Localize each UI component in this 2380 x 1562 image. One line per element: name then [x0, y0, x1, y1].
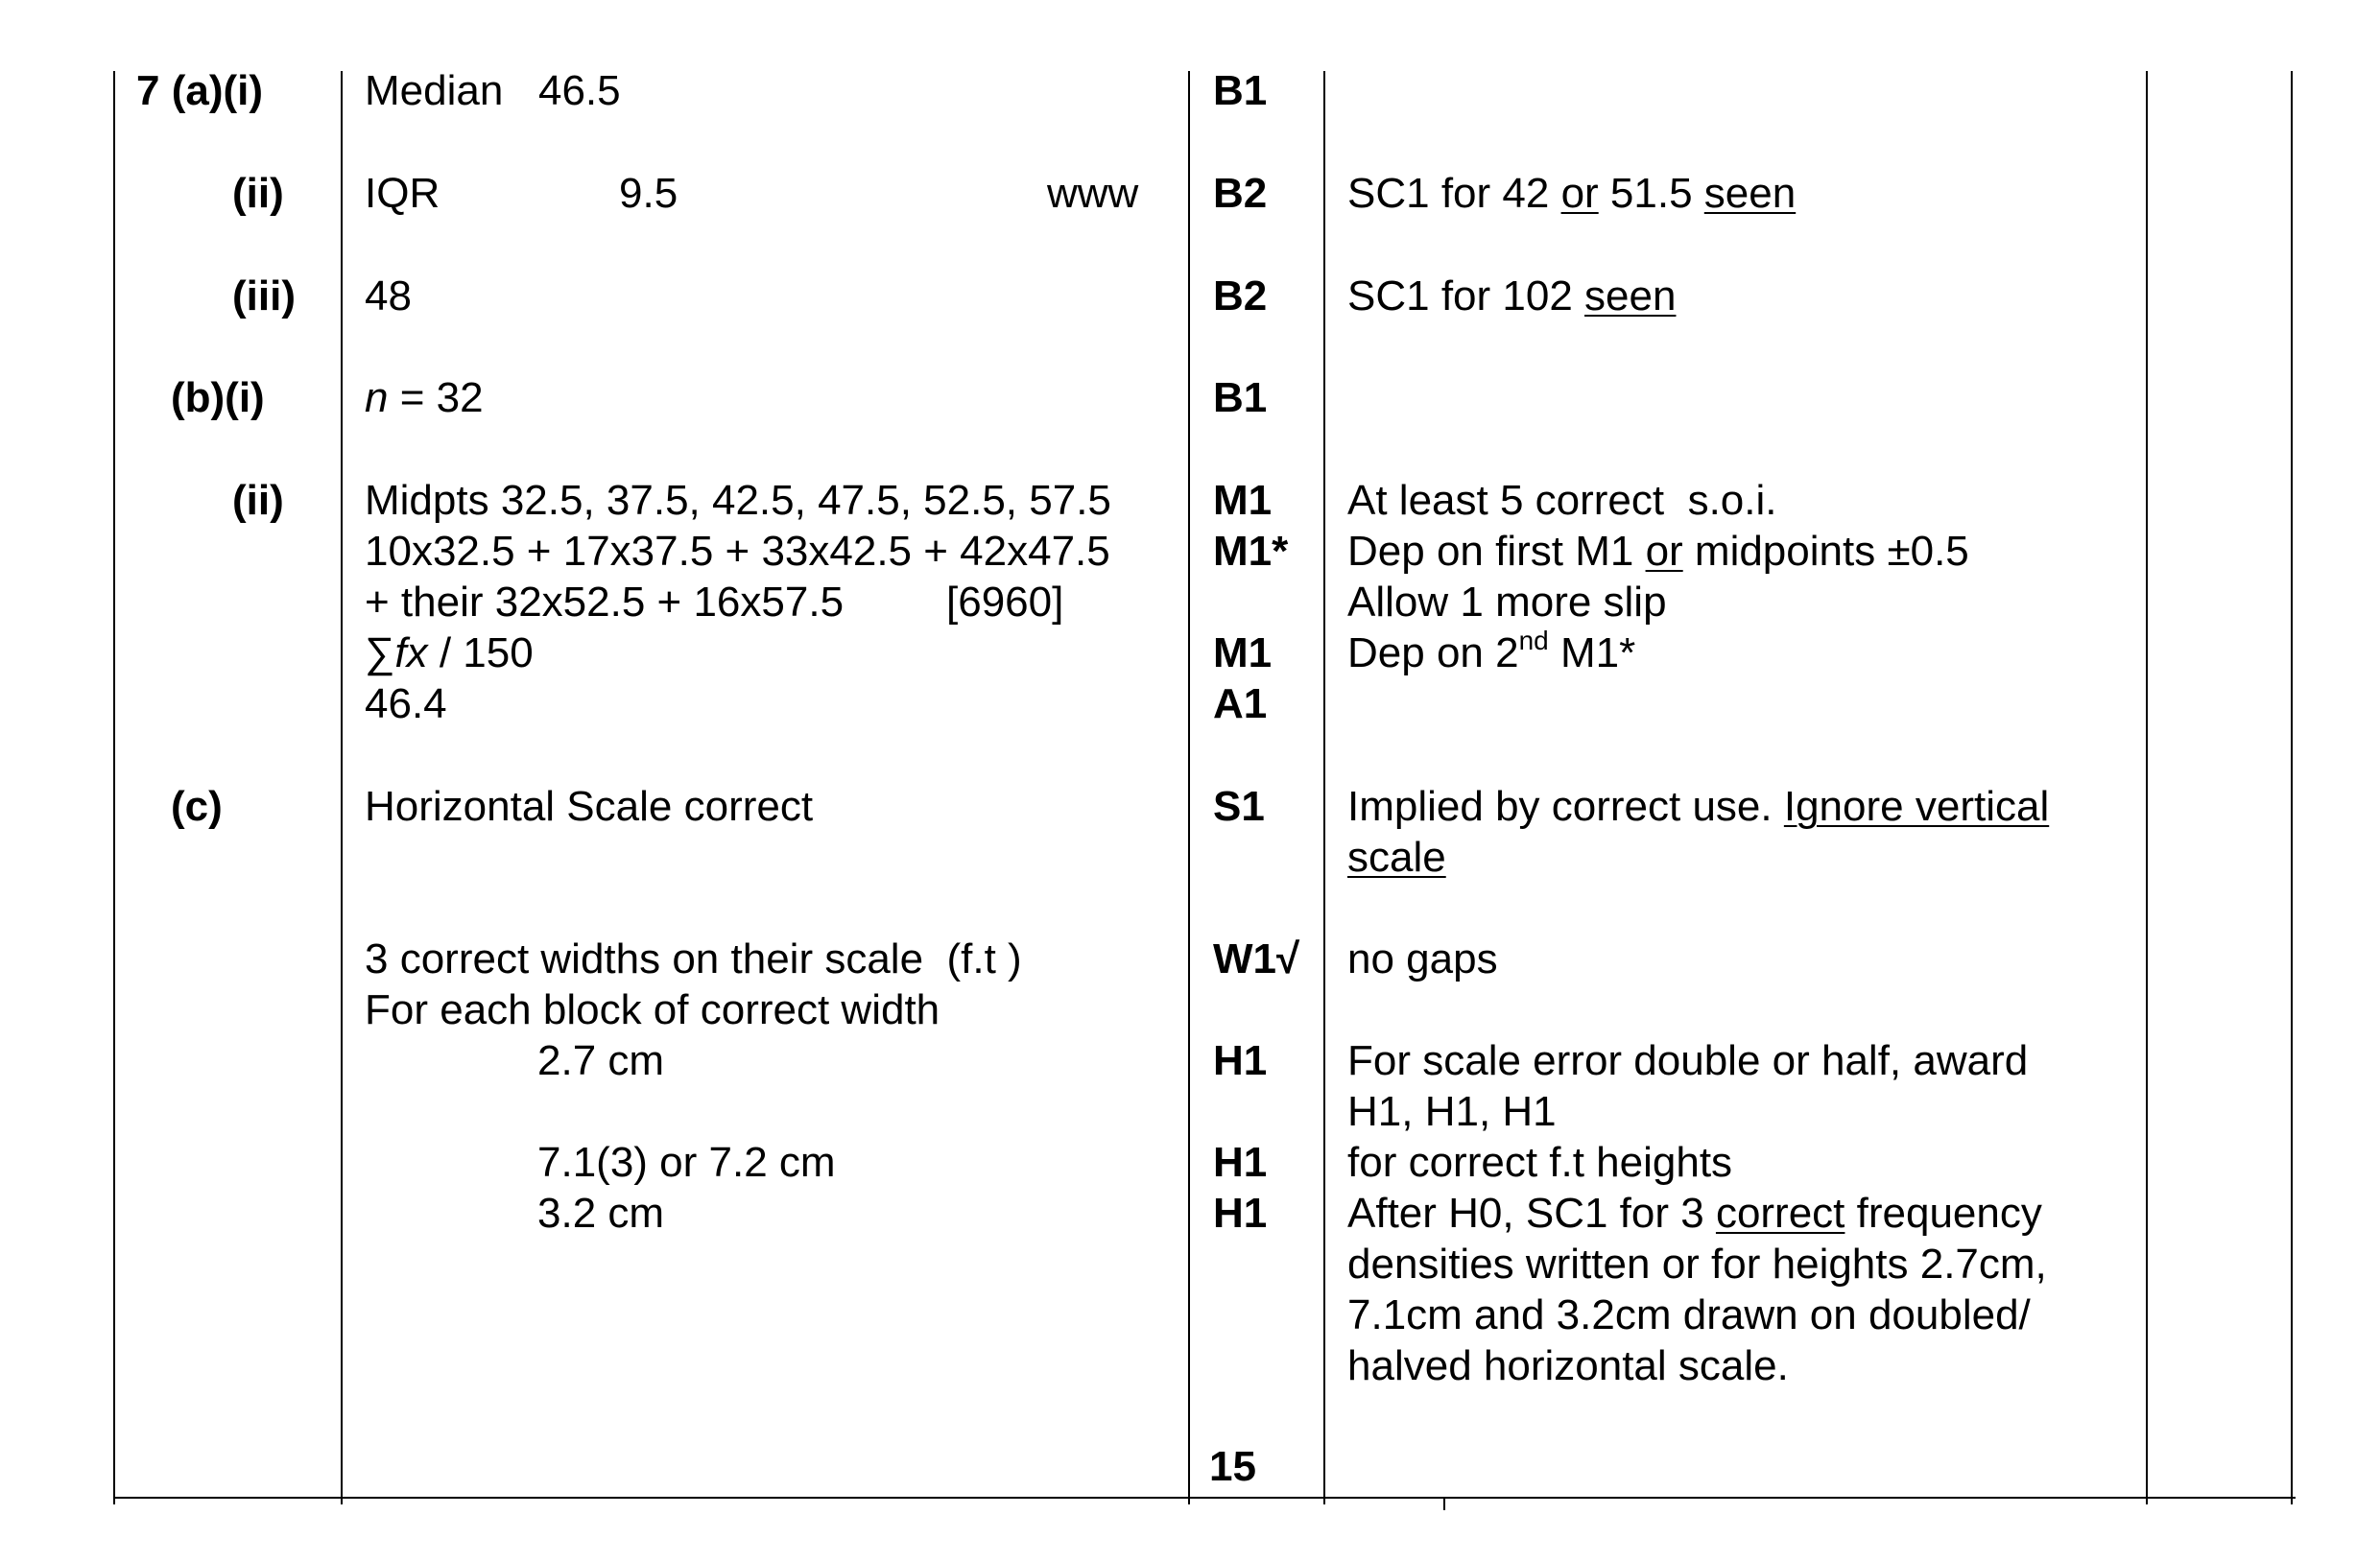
question-label-7aiii: (iii): [232, 272, 296, 320]
mark-7bii-3: M1: [1213, 629, 1273, 676]
guidance-7aiii: SC1 for 102 seen: [1347, 272, 1677, 320]
column-rule-answer: [1188, 71, 1190, 1504]
mark-7c-h3: H1: [1213, 1190, 1268, 1237]
answer-7bii-line2: 10x32.5 + 17x37.5 + 33x42.5 + 42x47.5: [365, 528, 1110, 575]
mark-7ai: B1: [1213, 67, 1268, 114]
guidance-7c-heights-line3: for correct f.t heights: [1347, 1139, 1733, 1186]
answer-7aii-note: www: [1047, 170, 1139, 217]
mark-7aii: B2: [1213, 170, 1268, 217]
guidance-7c-heights-line6: 7.1cm and 3.2cm drawn on doubled/: [1347, 1291, 2031, 1338]
answer-7c-scale: Horizontal Scale correct: [365, 783, 814, 830]
guidance-7c-heights-line5: densities written or for heights 2.7cm,: [1347, 1241, 2047, 1288]
mark-7c-h2: H1: [1213, 1139, 1268, 1186]
guidance-7c-heights-line4: After H0, SC1 for 3 correct frequency: [1347, 1190, 2042, 1237]
guidance-7bii-line4: Dep on 2nd M1*: [1347, 626, 1636, 676]
mark-7bii-1: M1: [1213, 477, 1273, 524]
guidance-7bii-line1: At least 5 correct s.o.i.: [1347, 477, 1777, 524]
answer-7aii-value: 9.5: [619, 170, 678, 217]
table-bottom-rule: [113, 1497, 2296, 1499]
column-rule-mark: [1323, 71, 1325, 1504]
question-label-7bii: (ii): [232, 477, 284, 524]
answer-7aii-label: IQR: [365, 170, 440, 217]
answer-7bii-line3: + their 32x52.5 + 16x57.5: [365, 579, 845, 626]
answer-7bii-line1: Midpts 32.5, 37.5, 42.5, 47.5, 52.5, 57.5: [365, 477, 1111, 524]
total-mark: 15: [1209, 1443, 1256, 1490]
answer-7bii-line5: 46.4: [365, 680, 447, 727]
mark-7c-h1: H1: [1213, 1037, 1268, 1084]
column-rule-guidance: [2146, 71, 2148, 1504]
answer-7bii-line4: ∑fx / 150: [365, 629, 534, 676]
column-rule-left: [113, 71, 115, 1504]
column-rule-right: [2291, 71, 2293, 1504]
guidance-7bii-line2: Dep on first M1 or midpoints ±0.5: [1347, 528, 1969, 575]
guidance-7bii-line3: Allow 1 more slip: [1347, 579, 1667, 626]
guidance-7c-heights-line7: halved horizontal scale.: [1347, 1342, 1789, 1389]
answer-7c-height-1: 2.7 cm: [537, 1037, 665, 1084]
guidance-7c-heights-line2: H1, H1, H1: [1347, 1088, 1557, 1135]
cut-tick: [1443, 1499, 1445, 1510]
answer-7c-height-2: 7.1(3) or 7.2 cm: [537, 1139, 836, 1186]
mark-7bii-4: A1: [1213, 680, 1268, 727]
question-label-7c: (c): [171, 783, 223, 830]
mark-7c-w: W1√: [1213, 935, 1300, 982]
guidance-7c-scale-line2: scale: [1347, 834, 1446, 881]
answer-7c-height-3: 3.2 cm: [537, 1190, 665, 1237]
question-label-7aii: (ii): [232, 170, 284, 217]
answer-7bii-line3-total: [6960]: [946, 579, 1064, 626]
mark-7bi: B1: [1213, 374, 1268, 421]
guidance-7c-heights-line1: For scale error double or half, award: [1347, 1037, 2029, 1084]
answer-7c-widths-line1: 3 correct widths on their scale (f.t ): [365, 935, 1022, 982]
answer-7c-widths-line2: For each block of correct width: [365, 986, 940, 1033]
guidance-7c-widths: no gaps: [1347, 935, 1498, 982]
question-label-7bi: (b)(i): [171, 374, 265, 421]
guidance-7c-scale-line1: Implied by correct use. Ignore vertical: [1347, 783, 2050, 830]
answer-7ai: Median 46.5: [365, 67, 621, 114]
answer-7bi: n = 32: [365, 374, 484, 421]
column-rule-question: [341, 71, 343, 1504]
mark-7aiii: B2: [1213, 272, 1268, 320]
guidance-7aii: SC1 for 42 or 51.5 seen: [1347, 170, 1797, 217]
question-label-7ai: 7 (a)(i): [136, 67, 263, 114]
mark-7bii-2: M1*: [1213, 528, 1289, 575]
mark-7c-s: S1: [1213, 783, 1265, 830]
answer-7aiii: 48: [365, 272, 412, 320]
